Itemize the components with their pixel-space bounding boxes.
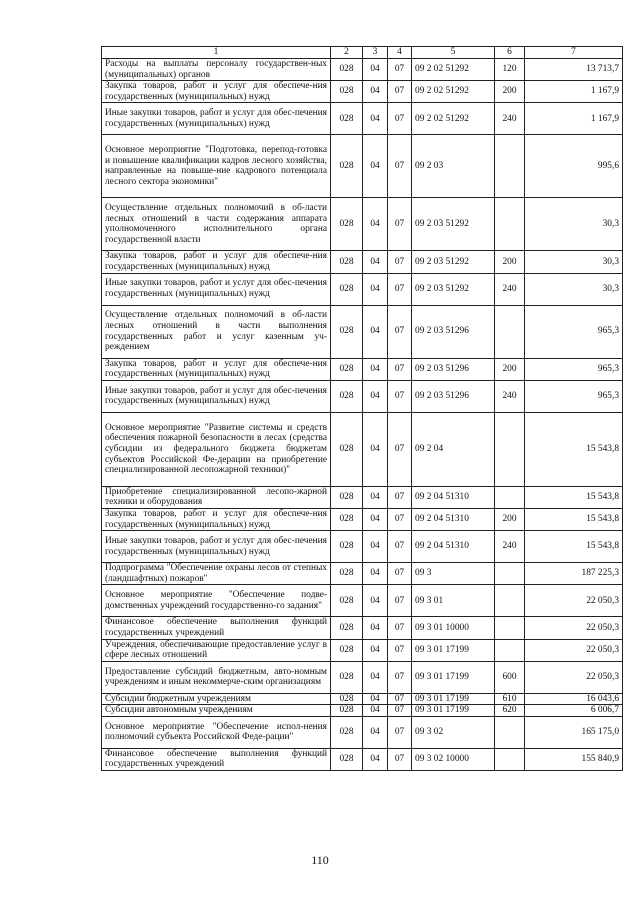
expense-name-cell: Учреждения, обеспечивающие предоставление услуг в сфере лесных отношений bbox=[102, 639, 331, 661]
department-code-cell: 028 bbox=[331, 531, 363, 563]
subsection-code-cell: 07 bbox=[388, 639, 412, 661]
table-row bbox=[102, 661, 623, 693]
column-number-3: 3 bbox=[363, 47, 388, 59]
expense-type-code-cell bbox=[495, 617, 525, 639]
subsection-code-cell: 07 bbox=[388, 81, 412, 103]
amount-cell: 13 713,7 bbox=[525, 59, 623, 81]
table-row bbox=[102, 531, 623, 563]
expense-type-code-cell bbox=[495, 135, 525, 198]
expense-name-cell: Расходы на выплаты персоналу государствен-ных (муниципальных) органов bbox=[102, 59, 331, 81]
subsection-code-cell: 07 bbox=[388, 412, 412, 486]
section-code-cell: 04 bbox=[363, 508, 388, 530]
amount-cell: 155 840,9 bbox=[525, 748, 623, 770]
expense-type-code-cell bbox=[495, 563, 525, 585]
table-row bbox=[102, 251, 623, 273]
amount-cell: 22 050,3 bbox=[525, 639, 623, 661]
table-row bbox=[102, 748, 623, 770]
subsection-code-cell: 07 bbox=[388, 585, 412, 617]
expense-name-cell: Основное мероприятие "Подготовка, перепод-готовка и повышение квалификации кадров лесного хозяйства, направленные на повыше-ние кадрового потенциала лесного сектора экономики" bbox=[102, 135, 331, 198]
column-number-2: 2 bbox=[331, 47, 363, 59]
expense-name-cell: Иные закупки товаров, работ и услуг для обес-печения государственных (муниципальных) нужд bbox=[102, 380, 331, 412]
subsection-code-cell: 07 bbox=[388, 59, 412, 81]
expense-type-code-cell: 240 bbox=[495, 273, 525, 305]
department-code-cell: 028 bbox=[331, 639, 363, 661]
department-code-cell: 028 bbox=[331, 748, 363, 770]
target-article-code-cell: 09 3 01 bbox=[412, 585, 495, 617]
section-code-cell: 04 bbox=[363, 412, 388, 486]
expense-name-cell: Закупка товаров, работ и услуг для обеспече-ния государственных (муниципальных) нужд bbox=[102, 508, 331, 530]
amount-cell: 965,3 bbox=[525, 380, 623, 412]
department-code-cell: 028 bbox=[331, 585, 363, 617]
table-row bbox=[102, 585, 623, 617]
subsection-code-cell: 07 bbox=[388, 661, 412, 693]
expense-type-code-cell bbox=[495, 486, 525, 508]
section-code-cell: 04 bbox=[363, 81, 388, 103]
expense-name-cell: Закупка товаров, работ и услуг для обеспече-ния государственных (муниципальных) нужд bbox=[102, 251, 331, 273]
expense-name-cell: Осуществление отдельных полномочий в об-ласти лесных отношений в части выполнения государственных работ и услуг казенным уч-реждением bbox=[102, 305, 331, 358]
subsection-code-cell: 07 bbox=[388, 508, 412, 530]
expense-type-code-cell: 240 bbox=[495, 531, 525, 563]
section-code-cell: 04 bbox=[363, 380, 388, 412]
table-row bbox=[102, 486, 623, 508]
section-code-cell: 04 bbox=[363, 358, 388, 380]
amount-cell: 165 175,0 bbox=[525, 716, 623, 748]
expense-type-code-cell: 610 bbox=[495, 693, 525, 705]
expense-name-cell: Субсидии автономным учреждениям bbox=[102, 705, 331, 717]
section-code-cell: 04 bbox=[363, 251, 388, 273]
department-code-cell: 028 bbox=[331, 358, 363, 380]
department-code-cell: 028 bbox=[331, 563, 363, 585]
expense-name-cell: Субсидии бюджетным учреждениям bbox=[102, 693, 331, 705]
department-code-cell: 028 bbox=[331, 617, 363, 639]
expense-type-code-cell bbox=[495, 716, 525, 748]
amount-cell: 965,3 bbox=[525, 358, 623, 380]
target-article-code-cell: 09 2 03 51296 bbox=[412, 358, 495, 380]
section-code-cell: 04 bbox=[363, 661, 388, 693]
expense-type-code-cell bbox=[495, 198, 525, 251]
target-article-code-cell: 09 2 04 51310 bbox=[412, 486, 495, 508]
table-row bbox=[102, 693, 623, 705]
target-article-code-cell: 09 2 03 51292 bbox=[412, 198, 495, 251]
amount-cell: 1 167,9 bbox=[525, 81, 623, 103]
column-number-7: 7 bbox=[525, 47, 623, 59]
subsection-code-cell: 07 bbox=[388, 273, 412, 305]
target-article-code-cell: 09 3 02 bbox=[412, 716, 495, 748]
section-code-cell: 04 bbox=[363, 305, 388, 358]
subsection-code-cell: 07 bbox=[388, 705, 412, 717]
subsection-code-cell: 07 bbox=[388, 251, 412, 273]
table-row bbox=[102, 81, 623, 103]
table-row bbox=[102, 716, 623, 748]
target-article-code-cell: 09 3 01 17199 bbox=[412, 661, 495, 693]
expense-type-code-cell: 620 bbox=[495, 705, 525, 717]
subsection-code-cell: 07 bbox=[388, 380, 412, 412]
department-code-cell: 028 bbox=[331, 508, 363, 530]
expense-name-cell: Основное мероприятие "Обеспечение испол-нения полномочий субъекта Российской Феде-рации" bbox=[102, 716, 331, 748]
table-row bbox=[102, 563, 623, 585]
amount-cell: 15 543,8 bbox=[525, 531, 623, 563]
section-code-cell: 04 bbox=[363, 531, 388, 563]
department-code-cell: 028 bbox=[331, 59, 363, 81]
expense-name-cell: Иные закупки товаров, работ и услуг для обес-печения государственных (муниципальных) нужд bbox=[102, 273, 331, 305]
expense-type-code-cell bbox=[495, 748, 525, 770]
expense-name-cell: Предоставление субсидий бюджетным, авто-номным учреждениям и иным некоммерче-ским организациям bbox=[102, 661, 331, 693]
table-row bbox=[102, 273, 623, 305]
column-number-4: 4 bbox=[388, 47, 412, 59]
department-code-cell: 028 bbox=[331, 273, 363, 305]
expense-type-code-cell: 200 bbox=[495, 358, 525, 380]
amount-cell: 22 050,3 bbox=[525, 585, 623, 617]
table-row bbox=[102, 508, 623, 530]
department-code-cell: 028 bbox=[331, 251, 363, 273]
target-article-code-cell: 09 2 04 bbox=[412, 412, 495, 486]
section-code-cell: 04 bbox=[363, 693, 388, 705]
amount-cell: 995,6 bbox=[525, 135, 623, 198]
amount-cell: 22 050,3 bbox=[525, 661, 623, 693]
subsection-code-cell: 07 bbox=[388, 358, 412, 380]
expense-type-code-cell: 200 bbox=[495, 81, 525, 103]
expense-type-code-cell bbox=[495, 585, 525, 617]
amount-cell: 187 225,3 bbox=[525, 563, 623, 585]
amount-cell: 30,3 bbox=[525, 198, 623, 251]
table-row bbox=[102, 103, 623, 135]
section-code-cell: 04 bbox=[363, 59, 388, 81]
expense-type-code-cell: 240 bbox=[495, 103, 525, 135]
subsection-code-cell: 07 bbox=[388, 531, 412, 563]
amount-cell: 15 543,8 bbox=[525, 412, 623, 486]
target-article-code-cell: 09 2 03 51292 bbox=[412, 273, 495, 305]
expense-type-code-cell: 200 bbox=[495, 508, 525, 530]
target-article-code-cell: 09 2 04 51310 bbox=[412, 531, 495, 563]
expense-name-cell: Финансовое обеспечение выполнения функций государственных учреждений bbox=[102, 748, 331, 770]
expense-type-code-cell: 240 bbox=[495, 380, 525, 412]
expense-type-code-cell bbox=[495, 639, 525, 661]
expense-type-code-cell bbox=[495, 412, 525, 486]
target-article-code-cell: 09 3 01 17199 bbox=[412, 693, 495, 705]
column-number-row bbox=[102, 47, 623, 59]
target-article-code-cell: 09 3 01 17199 bbox=[412, 639, 495, 661]
target-article-code-cell: 09 3 02 10000 bbox=[412, 748, 495, 770]
amount-cell: 30,3 bbox=[525, 251, 623, 273]
table-row bbox=[102, 705, 623, 717]
amount-cell: 22 050,3 bbox=[525, 617, 623, 639]
department-code-cell: 028 bbox=[331, 305, 363, 358]
department-code-cell: 028 bbox=[331, 661, 363, 693]
target-article-code-cell: 09 3 01 10000 bbox=[412, 617, 495, 639]
expense-name-cell: Подпрограмма "Обеспечение охраны лесов от степных (ландшафтных) пожаров" bbox=[102, 563, 331, 585]
department-code-cell: 028 bbox=[331, 103, 363, 135]
subsection-code-cell: 07 bbox=[388, 748, 412, 770]
table-row bbox=[102, 639, 623, 661]
column-number-6: 6 bbox=[495, 47, 525, 59]
subsection-code-cell: 07 bbox=[388, 693, 412, 705]
target-article-code-cell: 09 3 bbox=[412, 563, 495, 585]
department-code-cell: 028 bbox=[331, 380, 363, 412]
expense-name-cell: Закупка товаров, работ и услуг для обеспече-ния государственных (муниципальных) нужд bbox=[102, 81, 331, 103]
target-article-code-cell: 09 2 03 51296 bbox=[412, 380, 495, 412]
department-code-cell: 028 bbox=[331, 705, 363, 717]
target-article-code-cell: 09 3 01 17199 bbox=[412, 705, 495, 717]
department-code-cell: 028 bbox=[331, 135, 363, 198]
target-article-code-cell: 09 2 04 51310 bbox=[412, 508, 495, 530]
department-code-cell: 028 bbox=[331, 412, 363, 486]
expense-type-code-cell bbox=[495, 305, 525, 358]
department-code-cell: 028 bbox=[331, 486, 363, 508]
table-row bbox=[102, 198, 623, 251]
section-code-cell: 04 bbox=[363, 748, 388, 770]
amount-cell: 6 006,7 bbox=[525, 705, 623, 717]
section-code-cell: 04 bbox=[363, 617, 388, 639]
section-code-cell: 04 bbox=[363, 716, 388, 748]
table-row bbox=[102, 380, 623, 412]
section-code-cell: 04 bbox=[363, 103, 388, 135]
target-article-code-cell: 09 2 03 51296 bbox=[412, 305, 495, 358]
target-article-code-cell: 09 2 02 51292 bbox=[412, 59, 495, 81]
table-row bbox=[102, 617, 623, 639]
expense-name-cell: Приобретение специализированной лесопо-жарной техники и оборудования bbox=[102, 486, 331, 508]
expense-name-cell: Иные закупки товаров, работ и услуг для обес-печения государственных (муниципальных) нужд bbox=[102, 531, 331, 563]
target-article-code-cell: 09 2 02 51292 bbox=[412, 81, 495, 103]
subsection-code-cell: 07 bbox=[388, 305, 412, 358]
amount-cell: 16 043,6 bbox=[525, 693, 623, 705]
department-code-cell: 028 bbox=[331, 693, 363, 705]
section-code-cell: 04 bbox=[363, 705, 388, 717]
section-code-cell: 04 bbox=[363, 486, 388, 508]
department-code-cell: 028 bbox=[331, 198, 363, 251]
subsection-code-cell: 07 bbox=[388, 617, 412, 639]
target-article-code-cell: 09 2 03 bbox=[412, 135, 495, 198]
amount-cell: 15 543,8 bbox=[525, 486, 623, 508]
table-row bbox=[102, 305, 623, 358]
expense-name-cell: Осуществление отдельных полномочий в об-ласти лесных отношений в части содержания аппарата уполномоченного исполнительного органа государственной власти bbox=[102, 198, 331, 251]
table-row bbox=[102, 135, 623, 198]
section-code-cell: 04 bbox=[363, 198, 388, 251]
expense-name-cell: Иные закупки товаров, работ и услуг для обес-печения государственных (муниципальных) нужд bbox=[102, 103, 331, 135]
department-code-cell: 028 bbox=[331, 716, 363, 748]
subsection-code-cell: 07 bbox=[388, 103, 412, 135]
expense-name-cell: Основное мероприятие "Развитие системы и средств обеспечения пожарной безопасности в лесах (средства субсидии из федерального бюджета бюджетам субъектов Российской Фе-дерации на приобретение специализированной лесопожарной техники)" bbox=[102, 412, 331, 486]
amount-cell: 15 543,8 bbox=[525, 508, 623, 530]
target-article-code-cell: 09 2 03 51292 bbox=[412, 251, 495, 273]
expense-name-cell: Закупка товаров, работ и услуг для обеспече-ния государственных (муниципальных) нужд bbox=[102, 358, 331, 380]
section-code-cell: 04 bbox=[363, 135, 388, 198]
department-code-cell: 028 bbox=[331, 81, 363, 103]
budget-table bbox=[101, 46, 623, 771]
section-code-cell: 04 bbox=[363, 563, 388, 585]
target-article-code-cell: 09 2 02 51292 bbox=[412, 103, 495, 135]
column-number-5: 5 bbox=[412, 47, 495, 59]
amount-cell: 30,3 bbox=[525, 273, 623, 305]
expense-type-code-cell: 120 bbox=[495, 59, 525, 81]
budget-table-body bbox=[102, 47, 623, 771]
subsection-code-cell: 07 bbox=[388, 135, 412, 198]
column-number-1: 1 bbox=[102, 47, 331, 59]
expense-type-code-cell: 600 bbox=[495, 661, 525, 693]
expense-name-cell: Финансовое обеспечение выполнения функций государственных учреждений bbox=[102, 617, 331, 639]
subsection-code-cell: 07 bbox=[388, 486, 412, 508]
amount-cell: 1 167,9 bbox=[525, 103, 623, 135]
subsection-code-cell: 07 bbox=[388, 198, 412, 251]
amount-cell: 965,3 bbox=[525, 305, 623, 358]
subsection-code-cell: 07 bbox=[388, 716, 412, 748]
expense-type-code-cell: 200 bbox=[495, 251, 525, 273]
table-row bbox=[102, 59, 623, 81]
table-row bbox=[102, 358, 623, 380]
section-code-cell: 04 bbox=[363, 273, 388, 305]
subsection-code-cell: 07 bbox=[388, 563, 412, 585]
section-code-cell: 04 bbox=[363, 639, 388, 661]
section-code-cell: 04 bbox=[363, 585, 388, 617]
page-number: 110 bbox=[311, 853, 329, 867]
expense-name-cell: Основное мероприятие "Обеспечение подве-домственных учреждений государственно-го задания" bbox=[102, 585, 331, 617]
table-row bbox=[102, 412, 623, 486]
